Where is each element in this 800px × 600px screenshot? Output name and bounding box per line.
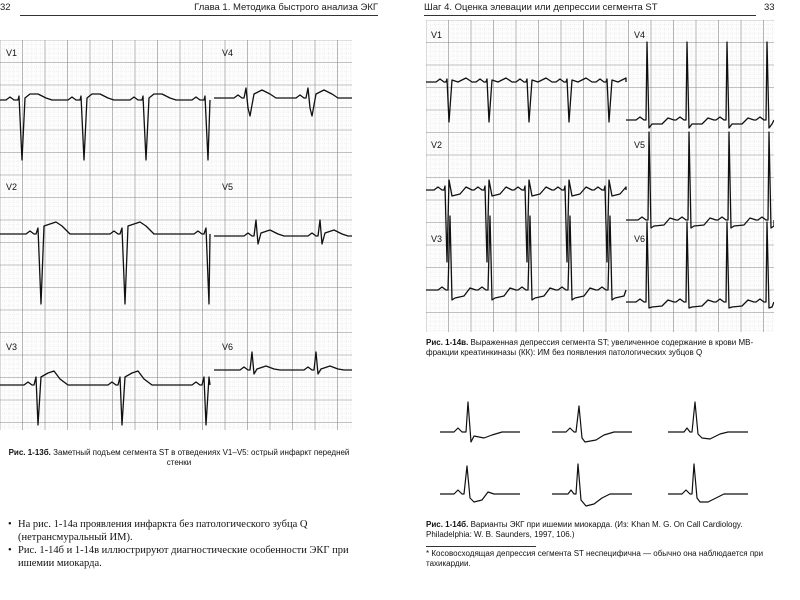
ecg-variant-trace xyxy=(668,402,748,439)
ecg-variant-2 xyxy=(552,406,632,442)
ecg-grid-right xyxy=(426,20,774,332)
figure-caption-14v xyxy=(426,338,776,358)
lead-label-v5-right: V5 xyxy=(634,140,646,150)
ecg-traces-left xyxy=(0,88,352,425)
ecg-variant-1 xyxy=(440,402,520,442)
lead-label-v2-left: V2 xyxy=(6,182,18,192)
figure-caption-14v-label: Рис. 1-14в. xyxy=(426,338,469,347)
lead-label-v4-right: V4 xyxy=(634,30,646,40)
figure-caption-13b-label: Рис. 1-13б. xyxy=(8,448,51,457)
lead-label-v3-left: V3 xyxy=(6,342,18,352)
ecg-variants-svg xyxy=(440,398,770,513)
ecg-figure-right xyxy=(426,20,774,332)
footnote-rule xyxy=(426,546,536,547)
ecg-variant-5 xyxy=(552,464,632,506)
ecg-variant-trace xyxy=(440,402,520,442)
running-head-right-text: Шаг 4. Оценка элевации или депрессии сегмента ST xyxy=(424,2,658,13)
figure-caption-14b-label: Рис. 1-14б. xyxy=(426,520,469,529)
footnote: * Косовосходящая депрессия сегмента ST неспецифична — обычно она наблюдается при тахикардии. xyxy=(426,549,764,568)
lead-label-v6-right: V6 xyxy=(634,234,646,244)
body-text-left xyxy=(8,518,358,570)
running-head-right xyxy=(424,1,756,16)
lead-label-v3-right: V3 xyxy=(431,234,443,244)
ecg-variant-4 xyxy=(440,466,520,502)
bullet-item-1: • На рис. 1-14а проявления инфаркта без патологического зубца Q (нетрансмуральный ИМ). xyxy=(8,518,358,544)
running-head-left xyxy=(20,1,378,16)
ecg-variant-6 xyxy=(668,464,748,502)
lead-label-v5-left: V5 xyxy=(222,182,234,192)
lead-label-v4-left: V4 xyxy=(222,48,234,58)
ecg-variant-trace xyxy=(552,464,632,506)
ecg-strip-left xyxy=(0,40,352,430)
ecg-variant-trace xyxy=(668,464,748,502)
right-page xyxy=(400,0,800,600)
figure-caption-14b-text: Варианты ЭКГ при ишемии миокарда. (Из: Khan M. G. On Call Cardiology. Philadelphia: W. B. Saunders, 1997, 106.) xyxy=(426,520,743,539)
figure-caption-13b-text: Заметный подъем сегмента ST в отведениях V1–V5: острый инфаркт передней стенки xyxy=(53,448,350,467)
figure-caption-14v-text: Выраженная депрессия сегмента ST; увеличенное содержание в крови МВ-фракции креатинкиназы (КК): ИМ без появления патологических зубцов Q xyxy=(426,338,754,357)
running-head-left-text: Глава 1. Методика быстрого анализа ЭКГ xyxy=(194,2,378,13)
ecg-variant-3 xyxy=(668,402,748,439)
lead-label-v1-left: V1 xyxy=(6,48,18,58)
ecg-trace-v6-right xyxy=(626,222,774,308)
figure-caption-13b xyxy=(4,448,354,468)
ecg-figure-left xyxy=(0,40,352,430)
ecg-variants-figure xyxy=(440,398,770,513)
ecg-trace-v4-right xyxy=(626,42,774,128)
lead-label-v1-right: V1 xyxy=(431,30,443,40)
page-number-right: 33 xyxy=(764,2,775,13)
ecg-trace-v2-right xyxy=(426,180,626,262)
figure-caption-14b xyxy=(426,520,778,540)
ecg-variant-trace xyxy=(440,466,520,502)
ecg-traces-right xyxy=(426,42,774,308)
ecg-trace-v5-left xyxy=(214,220,352,244)
ecg-trace-v1-right xyxy=(426,78,626,122)
ecg-strip-right xyxy=(426,20,774,332)
lead-label-v6-left: V6 xyxy=(222,342,234,352)
ecg-variant-trace xyxy=(552,406,632,442)
lead-label-v2-right: V2 xyxy=(431,140,443,150)
page-number-left: 32 xyxy=(0,2,11,13)
bullet-item-2: • Рис. 1-14б и 1-14в иллюстрируют диагностические особенности ЭКГ при ишемии миокарда. xyxy=(8,544,358,570)
ecg-trace-v4-left xyxy=(214,88,352,116)
